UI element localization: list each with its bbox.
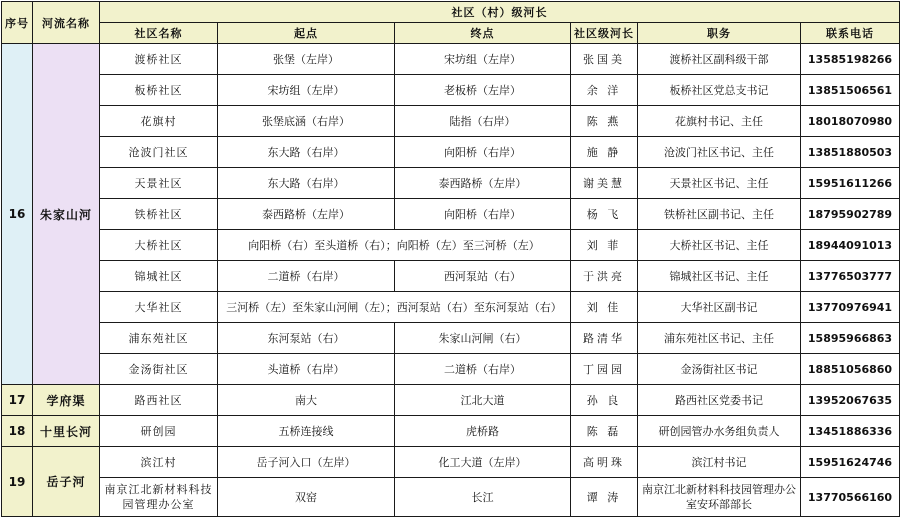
table-body xyxy=(2,44,900,517)
end-cell: 向阳桥（右岸） xyxy=(395,137,571,168)
table-row xyxy=(2,230,900,261)
start-cell: 东大路（右岸） xyxy=(218,137,395,168)
table-row xyxy=(2,416,900,447)
chief-cell: 路清华 xyxy=(571,323,638,354)
table-row xyxy=(2,447,900,478)
phone-cell: 15951611266 xyxy=(801,168,900,199)
end-cell: 陆指（右岸） xyxy=(395,106,571,137)
community-cell: 板桥社区 xyxy=(100,75,218,106)
end-cell: 朱家山河闸（右） xyxy=(395,323,571,354)
phone-cell: 13770976941 xyxy=(801,292,900,323)
end-cell: 二道桥（右岸） xyxy=(395,354,571,385)
seq-cell: 18 xyxy=(2,416,33,447)
position-cell: 路西社区党委书记 xyxy=(638,385,801,416)
community-cell: 大华社区 xyxy=(100,292,218,323)
start-cell: 头道桥（右岸） xyxy=(218,354,395,385)
end-cell: 长江 xyxy=(395,478,571,517)
position-cell: 大华社区副书记 xyxy=(638,292,801,323)
position-cell: 锦城社区书记、主任 xyxy=(638,261,801,292)
end-cell: 西河泵站（右） xyxy=(395,261,571,292)
phone-cell: 13451886336 xyxy=(801,416,900,447)
header-position: 职务 xyxy=(638,23,801,44)
table-row xyxy=(2,354,900,385)
table-row xyxy=(2,137,900,168)
river-name-cell: 学府渠 xyxy=(33,385,100,416)
chief-cell: 高明珠 xyxy=(571,447,638,478)
phone-cell: 18018070980 xyxy=(801,106,900,137)
chief-cell: 谢美慧 xyxy=(571,168,638,199)
table-row xyxy=(2,478,900,517)
table-row xyxy=(2,385,900,416)
seq-cell: 17 xyxy=(2,385,33,416)
table-row xyxy=(2,44,900,75)
phone-cell: 18851056860 xyxy=(801,354,900,385)
chief-cell: 丁园园 xyxy=(571,354,638,385)
end-cell: 向阳桥（右岸） xyxy=(395,199,571,230)
header-phone: 联系电话 xyxy=(801,23,900,44)
start-cell: 东大路（右岸） xyxy=(218,168,395,199)
start-cell: 泰西路桥（左岸） xyxy=(218,199,395,230)
position-cell: 研创园管办水务组负责人 xyxy=(638,416,801,447)
chief-cell: 刘 佳 xyxy=(571,292,638,323)
phone-cell: 13770566160 xyxy=(801,478,900,517)
position-cell: 板桥社区党总支书记 xyxy=(638,75,801,106)
community-cell: 浦东苑社区 xyxy=(100,323,218,354)
community-cell: 研创园 xyxy=(100,416,218,447)
chief-cell: 孙 良 xyxy=(571,385,638,416)
community-cell: 南京江北新材料科技园管理办公室 xyxy=(100,478,218,517)
header-end: 终点 xyxy=(395,23,571,44)
table-row xyxy=(2,261,900,292)
position-cell: 沧波门社区书记、主任 xyxy=(638,137,801,168)
position-cell: 滨江村书记 xyxy=(638,447,801,478)
table-row xyxy=(2,323,900,354)
chief-cell: 陈 燕 xyxy=(571,106,638,137)
position-cell: 大桥社区书记、主任 xyxy=(638,230,801,261)
phone-cell: 13585198266 xyxy=(801,44,900,75)
start-cell: 五桥连接线 xyxy=(218,416,395,447)
end-cell: 泰西路桥（左岸） xyxy=(395,168,571,199)
seq-cell: 16 xyxy=(2,44,33,385)
community-cell: 路西社区 xyxy=(100,385,218,416)
phone-cell: 15895966863 xyxy=(801,323,900,354)
header-community: 社区名称 xyxy=(100,23,218,44)
seq-cell: 19 xyxy=(2,447,33,517)
river-name-cell: 十里长河 xyxy=(33,416,100,447)
start-cell: 东河泵站（右） xyxy=(218,323,395,354)
start-cell: 张堡底涵（右岸） xyxy=(218,106,395,137)
start-end-span-cell: 三河桥（左）至朱家山河闸（左）；西河泵站（右）至东河泵站（右） xyxy=(218,292,571,323)
chief-cell: 余 洋 xyxy=(571,75,638,106)
position-cell: 金汤街社区书记 xyxy=(638,354,801,385)
position-cell: 花旗村书记、主任 xyxy=(638,106,801,137)
chief-cell: 施 静 xyxy=(571,137,638,168)
community-cell: 大桥社区 xyxy=(100,230,218,261)
start-cell: 岳子河入口（左岸） xyxy=(218,447,395,478)
start-cell: 双窑 xyxy=(218,478,395,517)
chief-cell: 张国美 xyxy=(571,44,638,75)
table-row xyxy=(2,168,900,199)
header-chief: 社区级河长 xyxy=(571,23,638,44)
header-seq: 序号 xyxy=(2,2,33,44)
phone-cell: 18944091013 xyxy=(801,230,900,261)
community-cell: 天景社区 xyxy=(100,168,218,199)
table-row xyxy=(2,75,900,106)
phone-cell: 13851506561 xyxy=(801,75,900,106)
phone-cell: 13851880503 xyxy=(801,137,900,168)
community-cell: 渡桥社区 xyxy=(100,44,218,75)
position-cell: 浦东苑社区书记、主任 xyxy=(638,323,801,354)
position-cell: 天景社区书记、主任 xyxy=(638,168,801,199)
chief-cell: 谭 涛 xyxy=(571,478,638,517)
phone-cell: 13776503777 xyxy=(801,261,900,292)
river-name-cell: 岳子河 xyxy=(33,447,100,517)
community-cell: 铁桥社区 xyxy=(100,199,218,230)
table-row xyxy=(2,292,900,323)
community-cell: 金汤街社区 xyxy=(100,354,218,385)
phone-cell: 15951624746 xyxy=(801,447,900,478)
table-row xyxy=(2,199,900,230)
header-river: 河流名称 xyxy=(33,2,100,44)
end-cell: 宋坊组（左岸） xyxy=(395,44,571,75)
start-cell: 宋坊组（左岸） xyxy=(218,75,395,106)
position-cell: 南京江北新材料科技园管理办公室安环部部长 xyxy=(638,478,801,517)
chief-cell: 于洪亮 xyxy=(571,261,638,292)
end-cell: 老板桥（左岸） xyxy=(395,75,571,106)
river-chief-table xyxy=(1,1,900,517)
chief-cell: 杨 飞 xyxy=(571,199,638,230)
phone-cell: 18795902789 xyxy=(801,199,900,230)
start-cell: 南大 xyxy=(218,385,395,416)
community-cell: 滨江村 xyxy=(100,447,218,478)
header-start: 起点 xyxy=(218,23,395,44)
start-end-span-cell: 向阳桥（右）至头道桥（右）；向阳桥（左）至三河桥（左） xyxy=(218,230,571,261)
river-name-cell: 朱家山河 xyxy=(33,44,100,385)
community-cell: 花旗村 xyxy=(100,106,218,137)
end-cell: 江北大道 xyxy=(395,385,571,416)
position-cell: 渡桥社区副科级干部 xyxy=(638,44,801,75)
position-cell: 铁桥社区副书记、主任 xyxy=(638,199,801,230)
end-cell: 虎桥路 xyxy=(395,416,571,447)
chief-cell: 刘 菲 xyxy=(571,230,638,261)
end-cell: 化工大道（左岸） xyxy=(395,447,571,478)
header-group: 社区（村）级河长 xyxy=(100,2,900,23)
community-cell: 沧波门社区 xyxy=(100,137,218,168)
community-cell: 锦城社区 xyxy=(100,261,218,292)
table-row xyxy=(2,106,900,137)
start-cell: 张堡（左岸） xyxy=(218,44,395,75)
chief-cell: 陈 磊 xyxy=(571,416,638,447)
start-cell: 二道桥（右岸） xyxy=(218,261,395,292)
phone-cell: 13952067635 xyxy=(801,385,900,416)
